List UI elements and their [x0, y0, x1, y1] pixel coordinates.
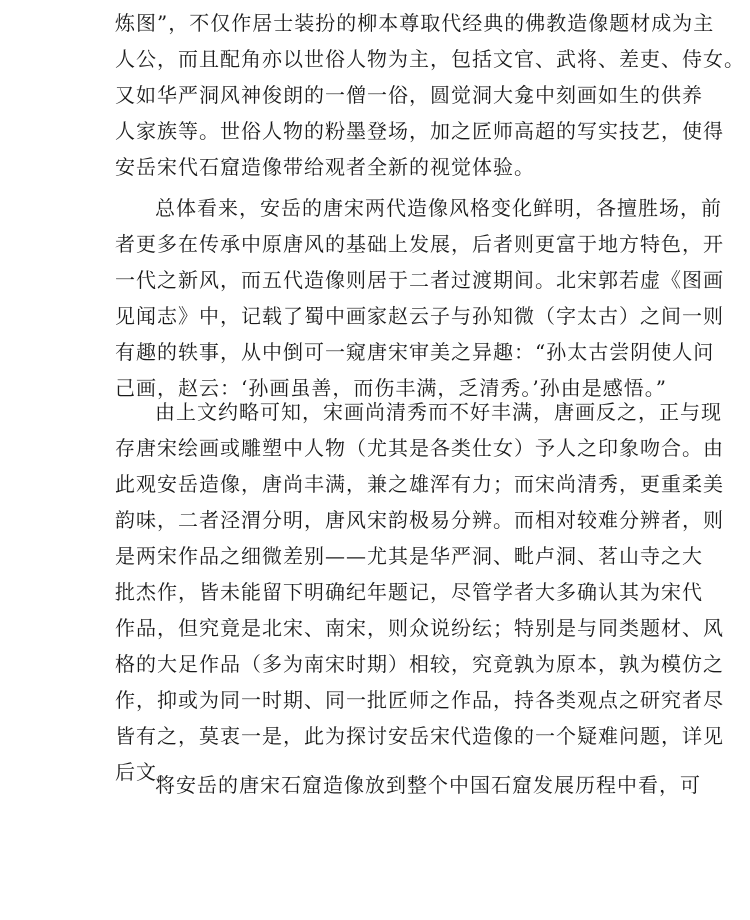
- text-line: 格的大足作品（多为南宋时期）相较，究竟孰为原本，孰为模仿之: [115, 652, 724, 676]
- text-line: 是两宋作品之细微差别——尤其是华严洞、毗卢洞、茗山寺之大: [115, 544, 703, 568]
- text-line: 安岳宋代石窟造像带给观者全新的视觉体验。: [115, 155, 535, 179]
- text-line: 又如华严洞风神俊朗的一僧一俗，圆觉洞大龛中刻画如生的供养: [115, 83, 703, 107]
- text-line: 总体看来，安岳的唐宋两代造像风格变化鲜明，各擅胜场，前: [155, 196, 722, 220]
- text-line: 见闻志》中，记载了蜀中画家赵云子与孙知微（字太古）之间一则: [115, 304, 724, 328]
- text-line: 有趣的轶事，从中倒可一窥唐宋审美之异趣：“孙太古尝阴使人问: [115, 340, 715, 364]
- text-line: 炼图”，不仅作居士装扮的柳本尊取代经典的佛教造像题材成为主: [115, 11, 715, 35]
- text-line: 一代之新风，而五代造像则居于二者过渡期间。北宋郭若虚《图画: [115, 268, 724, 292]
- text-line: 者更多在传承中原唐风的基础上发展，后者则更富于地方特色，开: [115, 232, 724, 256]
- paragraph-2: [115, 190, 724, 406]
- text-line: 将安岳的唐宋石窟造像放到整个中国石窟发展历程中看，可: [155, 773, 701, 797]
- text-line: 人公，而且配角亦以世俗人物为主，包括文官、武将、差吏、侍女。: [115, 47, 745, 71]
- text-line: 己画，赵云：‘孙画虽善，而伤丰满，乏清秀。’孙由是感悟。”: [115, 376, 667, 400]
- paragraph-4: [115, 767, 701, 803]
- text-line: 皆有之，莫衷一是，此为探讨安岳宋代造像的一个疑难问题，详见: [115, 724, 724, 748]
- text-line: 存唐宋绘画或雕塑中人物（尤其是各类仕女）予人之印象吻合。由: [115, 436, 724, 460]
- paragraph-3: [115, 394, 724, 790]
- text-line: 作，抑或为同一时期、同一批匠师之作品，持各类观点之研究者尽: [115, 688, 724, 712]
- text-line: 后文。: [115, 760, 178, 784]
- text-line: 韵味，二者泾渭分明，唐风宋韵极易分辨。而相对较难分辨者，则: [115, 508, 724, 532]
- text-line: 批杰作，皆未能留下明确纪年题记，尽管学者大多确认其为宋代: [115, 580, 703, 604]
- text-line: 由上文约略可知，宋画尚清秀而不好丰满，唐画反之，正与现: [155, 400, 722, 424]
- text-line: 人家族等。世俗人物的粉墨登场，加之匠师高超的写实技艺，使得: [115, 119, 724, 143]
- paragraph-1: [115, 5, 745, 185]
- text-line: 此观安岳造像，唐尚丰满，兼之雄浑有力；而宋尚清秀，更重柔美: [115, 472, 724, 496]
- text-line: 作品，但究竟是北宋、南宋，则众说纷纭；特别是与同类题材、风: [115, 616, 724, 640]
